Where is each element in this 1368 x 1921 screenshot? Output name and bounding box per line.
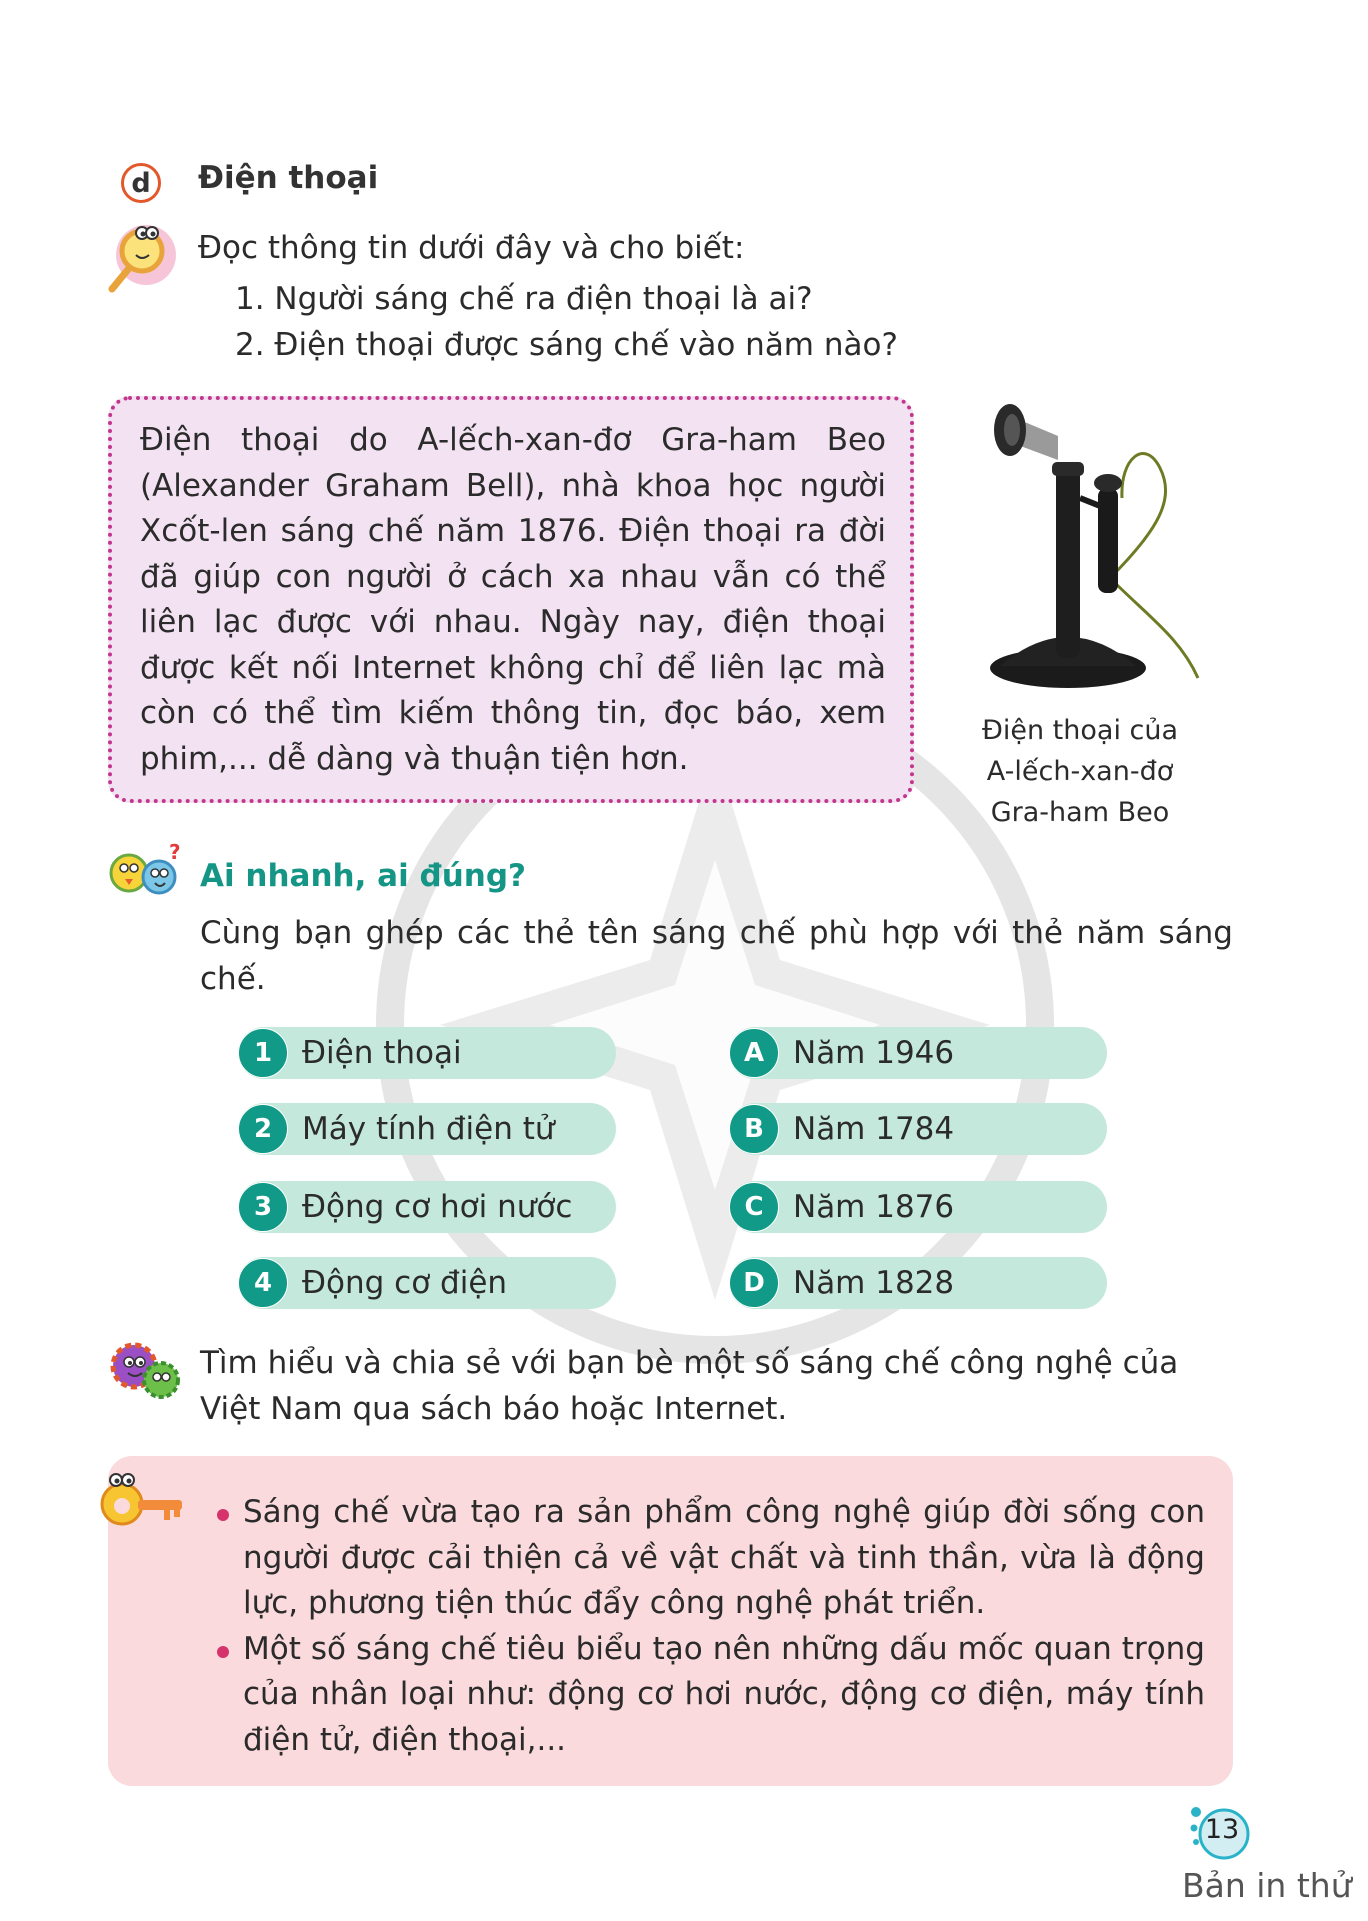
explore-text: Tìm hiểu và chia sẻ với bạn bè một số sáng chế công nghệ của Việt Nam qua sách báo hoặc Internet. (200, 1345, 1179, 1427)
summary-bullet-1: Sáng chế vừa tạo ra sản phẩm công nghệ giúp đời sống con người được cải thiện cả về vật chất và tinh thần, vừa là động lực, phương tiện thúc đẩy công nghệ phát triển. (215, 1490, 1205, 1627)
year-card-c[interactable] (729, 1181, 1107, 1233)
year-badge: C (729, 1182, 779, 1232)
magnifier-character-icon (102, 215, 182, 295)
caption-line-3: Gra-ham Beo (990, 797, 1170, 828)
invention-label: Máy tính điện tử (302, 1111, 555, 1147)
invention-badge: 4 (238, 1258, 288, 1308)
invention-badge: 1 (238, 1028, 288, 1078)
section-title: Điện thoại (198, 160, 379, 196)
game-title: Ai nhanh, ai đúng? (200, 858, 527, 894)
year-label: Năm 1828 (793, 1265, 955, 1301)
gears-character-icon (108, 1336, 184, 1402)
year-badge: D (729, 1258, 779, 1308)
year-badge: B (729, 1104, 779, 1154)
year-card-b[interactable] (729, 1103, 1107, 1155)
info-text: Điện thoại do A-lếch-xan-đơ Gra-ham Beo (Alexander Graham Bell), nhà khoa học người Xcốt-len sáng chế năm 1876. Điện thoại ra đời đã giúp con người ở cách xa nhau vẫn có thể liên lạc được với nhau. Ngày nay, điện thoại được kết nối Internet không chỉ để liên lạc mà còn có thể tìm kiếm thông tin, đọc báo, xem phim,... dễ dàng và thuận tiện hơn. (140, 422, 886, 777)
summary-bullets (215, 1490, 1205, 1763)
print-note: Bản in thử (1182, 1866, 1352, 1905)
invention-label: Động cơ điện (302, 1265, 508, 1301)
invention-label: Điện thoại (302, 1035, 462, 1071)
telephone-image-caption (960, 710, 1200, 833)
invention-badge: 2 (238, 1104, 288, 1154)
bird-characters-icon (105, 843, 185, 903)
year-label: Năm 1784 (793, 1111, 955, 1147)
year-label: Năm 1946 (793, 1035, 955, 1071)
year-card-d[interactable] (729, 1257, 1107, 1309)
section-letter-badge: d (121, 163, 161, 203)
game-instruction: Cùng bạn ghép các thẻ tên sáng chế phù hợp với thẻ năm sáng chế. (200, 915, 1233, 997)
invention-card-1[interactable] (238, 1027, 616, 1079)
year-card-a[interactable] (729, 1027, 1107, 1079)
year-label: Năm 1876 (793, 1189, 955, 1225)
invention-card-2[interactable] (238, 1103, 616, 1155)
page-number: 13 (1204, 1814, 1240, 1845)
prompt-question-2: 2. Điện thoại được sáng chế vào năm nào? (235, 327, 898, 363)
invention-label: Động cơ hơi nước (302, 1189, 573, 1225)
svg-text:?: ? (169, 843, 181, 864)
candlestick-telephone-image (960, 378, 1200, 698)
caption-line-1: Điện thoại của (981, 715, 1179, 746)
summary-bullet-2: Một số sáng chế tiêu biểu tạo nên những dấu mốc quan trọng của nhân loại như: động cơ hơi nước, động cơ điện, máy tính điện tử, điện thoại,... (215, 1627, 1205, 1764)
invention-badge: 3 (238, 1182, 288, 1232)
prompt-question-1: 1. Người sáng chế ra điện thoại là ai? (235, 281, 813, 317)
invention-card-4[interactable] (238, 1257, 616, 1309)
key-character-icon (98, 1468, 190, 1540)
caption-line-2: A-lếch-xan-đơ (986, 756, 1174, 787)
invention-card-3[interactable] (238, 1181, 616, 1233)
prompt-intro: Đọc thông tin dưới đây và cho biết: (198, 230, 745, 266)
year-badge: A (729, 1028, 779, 1078)
